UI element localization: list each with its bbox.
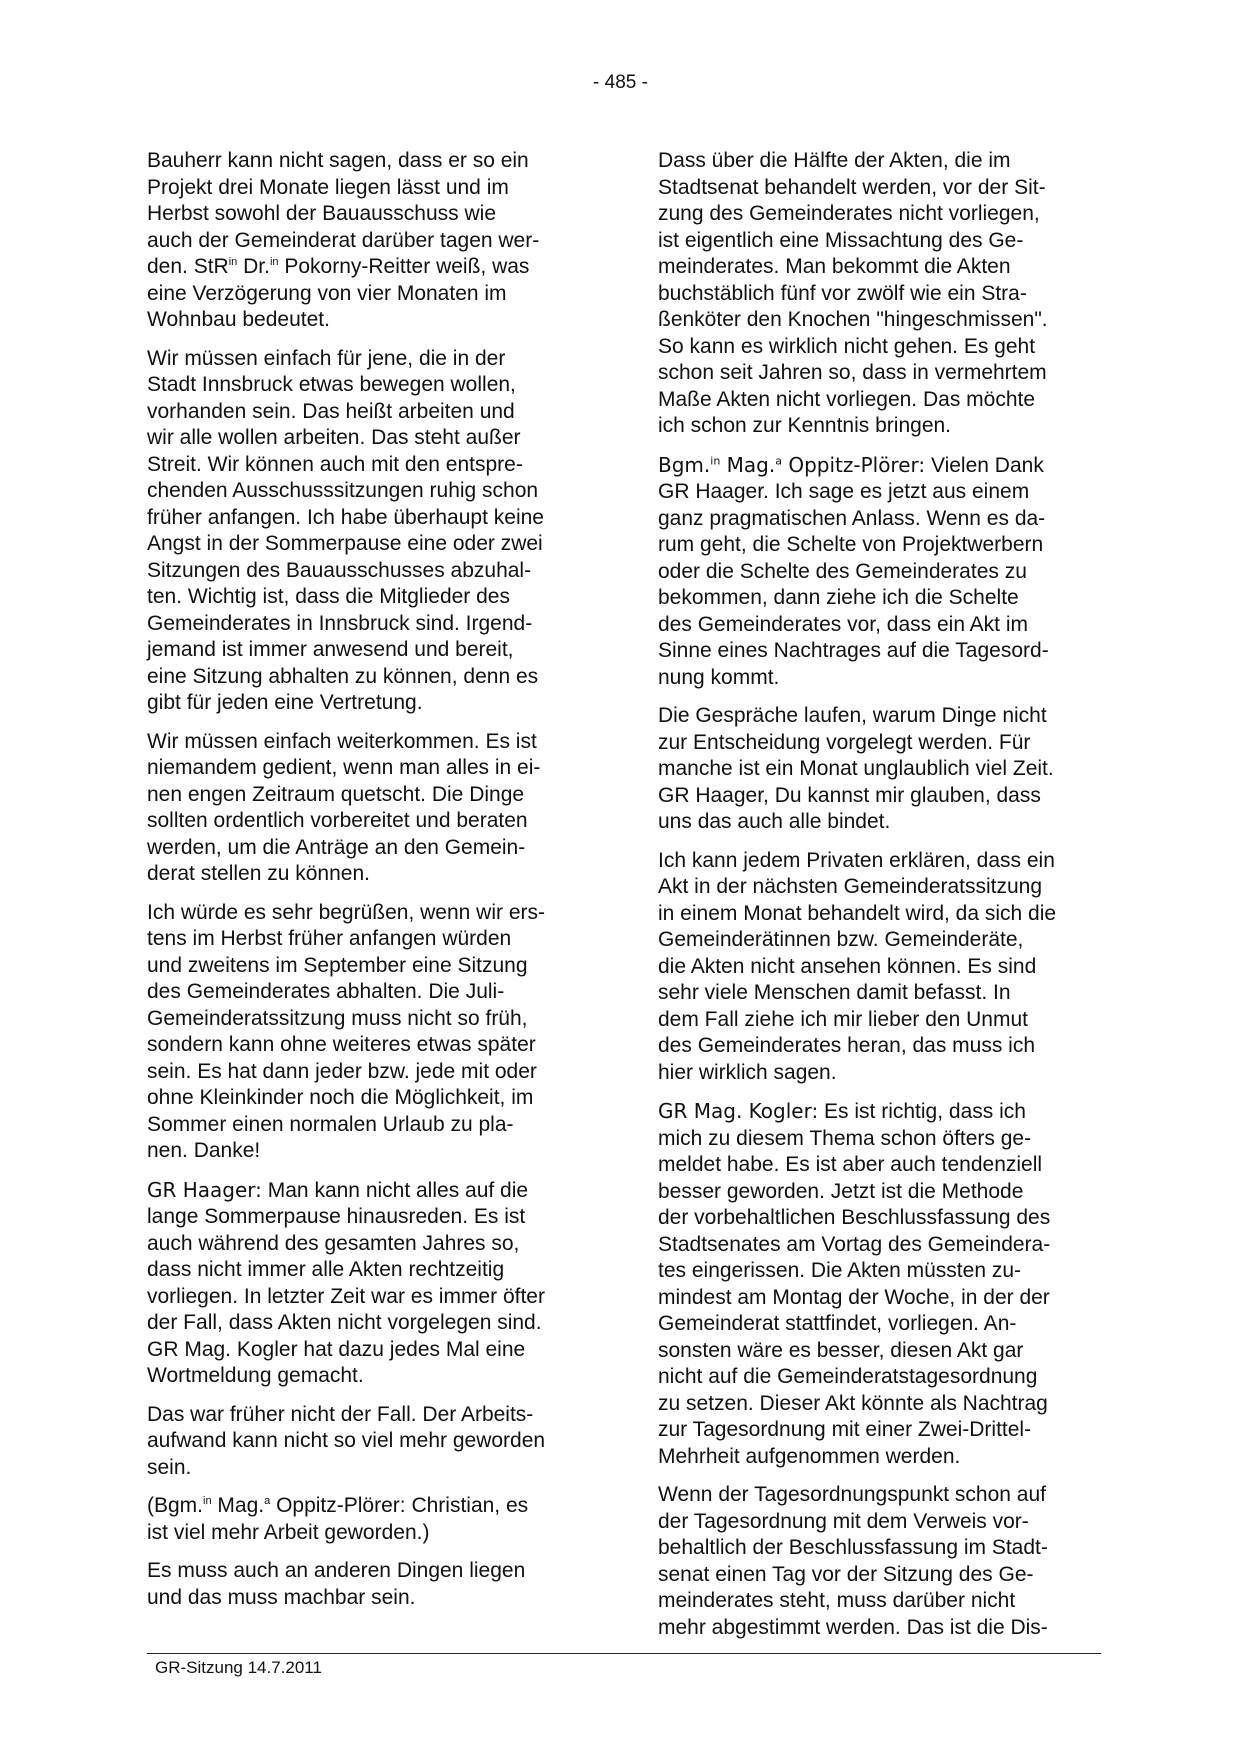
text-line: und das muss machbar sein. xyxy=(147,1585,416,1609)
text-line: Ich würde es sehr begrüßen, wenn wir ers- xyxy=(147,900,546,924)
text-line: sollten ordentlich vorbereitet und beraten xyxy=(147,809,528,832)
footer-divider xyxy=(147,1653,1101,1654)
text-line: eine Verzögerung von vier Monaten im xyxy=(147,281,507,305)
text-line: Akt in der nächsten Gemeinderatssitzung xyxy=(658,875,1043,898)
text-line: nen engen Zeitraum quetscht. Die Dinge xyxy=(147,782,525,806)
text-line: tes eingerissen. Die Akten müssten zu- xyxy=(658,1259,1022,1282)
text-line: rum geht, die Schelte von Projektwerbern xyxy=(658,533,1044,556)
text-line xyxy=(147,1493,588,1520)
text-line: auch der Gemeinderat darüber tagen wer- xyxy=(147,228,540,252)
text-line: Gemeinderat stattfindet, vorliegen. An- xyxy=(658,1312,1017,1335)
text-line: besser geworden. Jetzt ist die Methode xyxy=(658,1179,1024,1203)
text-line: mehr abgestimmt werden. Das ist die Dis- xyxy=(658,1615,1048,1639)
left-column xyxy=(147,148,588,1623)
text-line: meinderates steht, muss darüber nicht xyxy=(658,1589,1016,1612)
text-line: dass nicht immer alle Akten rechtzeitig xyxy=(147,1258,505,1281)
text-line: Wir müssen einfach weiterkommen. Es ist xyxy=(147,729,537,753)
text-line: ten. Wichtig ist, dass die Mitglieder des xyxy=(147,585,510,608)
text-line: Streit. Wir können auch mit den entspre- xyxy=(147,452,523,476)
text-line: zur Tagesordnung mit einer Zwei-Drittel- xyxy=(658,1418,1032,1441)
paragraph xyxy=(658,1098,1101,1470)
paragraph xyxy=(147,346,588,717)
paragraph xyxy=(658,703,1101,836)
text-line: oder die Schelte des Gemeinderates zu xyxy=(658,559,1027,583)
text-line: dem Fall ziehe ich mir lieber den Unmut xyxy=(658,1007,1028,1031)
text-line: ganz pragmatischen Anlass. Wenn es da- xyxy=(658,506,1046,530)
paragraph xyxy=(147,900,588,1165)
text-line: des Gemeinderates vor, dass ein Akt im xyxy=(658,612,1029,636)
speaker-label: GR Haager: xyxy=(147,1177,262,1202)
superscript: a xyxy=(264,1495,271,1507)
text-line: Wohnbau bedeutet. xyxy=(147,308,330,331)
text-line: nen. Danke! xyxy=(147,1139,261,1162)
text-fragment: den. StR xyxy=(147,255,229,278)
text-line: der vorbehaltlichen Beschlussfassung des xyxy=(658,1206,1051,1229)
text-line: Wir müssen einfach für jene, die in der xyxy=(147,346,506,370)
paragraph xyxy=(147,1558,588,1611)
text-line xyxy=(658,1098,1101,1126)
text-line xyxy=(147,254,588,281)
text-line: werden, um die Anträge an den Gemein- xyxy=(147,835,526,859)
paragraph xyxy=(147,148,588,334)
text-line: Herbst sowohl der Bauausschuss wie xyxy=(147,202,497,225)
text-line: nung kommt. xyxy=(658,665,780,689)
text-line: sein. xyxy=(147,1455,192,1479)
text-line: chenden Ausschusssitzungen ruhig schon xyxy=(147,479,539,502)
speaker-label xyxy=(658,453,925,477)
text-line: und zweitens im September eine Sitzung xyxy=(147,953,528,977)
text-line: Mehrheit aufgenommen werden. xyxy=(658,1444,961,1468)
text-line: behaltlich der Beschlussfassung im Stadt- xyxy=(658,1536,1048,1559)
text-line: Das war früher nicht der Fall. Der Arbeits- xyxy=(147,1402,534,1426)
text-fragment: Dr. xyxy=(237,255,270,278)
superscript: in xyxy=(269,256,279,268)
text-line: vorhanden sein. Das heißt arbeiten und xyxy=(147,399,515,423)
text-line: nicht auf die Gemeinderatstagesordnung xyxy=(658,1365,1038,1388)
text-line: hier wirklich sagen. xyxy=(658,1060,837,1084)
text-line: die Akten nicht ansehen können. Es sind xyxy=(658,954,1037,978)
text-fragment: Es ist richtig, dass ich xyxy=(818,1100,1026,1123)
text-fragment: Mag. xyxy=(720,452,776,477)
text-fragment: Man kann nicht alles auf die xyxy=(261,1178,529,1202)
text-line: Wortmeldung gemacht. xyxy=(147,1364,364,1387)
superscript: a xyxy=(775,453,782,467)
text-line: Gemeinderätinnen bzw. Gemeinderäte, xyxy=(658,928,1024,951)
text-line: Dass über die Hälfte der Akten, die im xyxy=(658,149,1011,172)
text-fragment: Vielen Dank xyxy=(925,453,1044,477)
text-line: meinderates. Man bekommt die Akten xyxy=(658,255,1011,278)
paragraph xyxy=(658,1482,1101,1641)
footer-text: GR-Sitzung 14.7.2011 xyxy=(155,1658,322,1677)
text-line: Maße Akten nicht vorliegen. Das möchte xyxy=(658,387,1036,411)
text-line: niemandem gedient, wenn man alles in ei- xyxy=(147,756,541,779)
text-line: Ich kann jedem Privaten erklären, dass ein xyxy=(658,848,1055,872)
page-number: - 485 - xyxy=(593,72,648,93)
text-line: sondern kann ohne weiteres etwas später xyxy=(147,1033,536,1056)
text-line: jemand ist immer anwesend und bereit, xyxy=(147,638,514,661)
text-line: derat stellen zu können. xyxy=(147,862,370,885)
text-line: sehr viele Menschen damit befasst. In xyxy=(658,981,1011,1004)
text-fragment: Bgm. xyxy=(658,452,711,477)
text-line: ist viel mehr Arbeit geworden.) xyxy=(147,1520,430,1544)
text-line: zur Entscheidung vorgelegt werden. Für xyxy=(658,730,1031,754)
text-line: GR Mag. Kogler hat dazu jedes Mal eine xyxy=(147,1337,526,1361)
text-line: Sommer einen normalen Urlaub zu pla- xyxy=(147,1112,514,1136)
text-line: GR Haager. Ich sage es jetzt aus einem xyxy=(658,480,1030,503)
text-line: in einem Monat behandelt wird, da sich die xyxy=(658,901,1057,925)
text-line: buchstäblich fünf vor zwölf wie ein Stra- xyxy=(658,281,1027,305)
paragraph xyxy=(147,729,588,888)
text-fragment: Oppitz-Plörer: xyxy=(781,452,926,477)
text-fragment: (Bgm. xyxy=(147,1494,204,1517)
paragraph xyxy=(147,1402,588,1482)
text-line: der Fall, dass Akten nicht vorgelegen sind. xyxy=(147,1311,542,1334)
text-line: mindest am Montag der Woche, in der der xyxy=(658,1285,1050,1309)
text-line: gibt für jeden eine Vertretung. xyxy=(147,691,423,714)
text-line: Stadtsenat behandelt werden, vor der Sit- xyxy=(658,175,1046,199)
text-line: vorliegen. In letzter Zeit war es immer öfter xyxy=(147,1284,545,1308)
text-line: GR Haager, Du kannst mir glauben, dass xyxy=(658,783,1041,807)
text-line: der Tagesordnung mit dem Verweis vor- xyxy=(658,1509,1029,1533)
text-line: So kann es wirklich nicht gehen. Es geht xyxy=(658,334,1036,358)
text-line: bekommen, dann ziehe ich die Schelte xyxy=(658,586,1019,609)
text-line xyxy=(658,452,1101,480)
text-line: tens im Herbst früher anfangen würden xyxy=(147,927,512,950)
text-line: Gemeinderatssitzung muss nicht so früh, xyxy=(147,1006,528,1030)
text-line: Stadt Innsbruck etwas bewegen wollen, xyxy=(147,373,516,396)
text-line: Bauherr kann nicht sagen, dass er so ein xyxy=(147,149,529,172)
text-line: des Gemeinderates abhalten. Die Juli- xyxy=(147,980,505,1003)
paragraph xyxy=(658,848,1101,1087)
superscript: in xyxy=(710,453,721,467)
text-line: Sitzungen des Bauausschusses abzuhal- xyxy=(147,558,532,582)
superscript: in xyxy=(228,256,238,268)
text-line: uns das auch alle bindet. xyxy=(658,810,891,833)
text-line: Es muss auch an anderen Dingen liegen xyxy=(147,1559,526,1582)
text-line: Die Gespräche laufen, warum Dinge nicht xyxy=(658,704,1047,727)
text-line: ßenköter den Knochen "hingeschmissen". xyxy=(658,308,1048,331)
superscript: in xyxy=(203,1495,212,1507)
paragraph xyxy=(147,1493,588,1546)
text-line: sonsten wäre es besser, diesen Akt gar xyxy=(658,1338,1024,1362)
text-line: mich zu diesem Thema schon öfters ge- xyxy=(658,1126,1032,1150)
text-line: Gemeinderates in Innsbruck sind. Irgend- xyxy=(147,611,533,635)
text-line: ich schon zur Kenntnis bringen. xyxy=(658,414,952,437)
right-column xyxy=(658,148,1101,1653)
text-line: Projekt drei Monate liegen lässt und im xyxy=(147,175,509,199)
text-fragment: Oppitz-Plörer: Christian, es xyxy=(270,1494,529,1517)
text-line: ohne Kleinkinder noch die Möglichkeit, im xyxy=(147,1086,534,1109)
text-line: lange Sommerpause hinausreden. Es ist xyxy=(147,1205,526,1228)
text-line: ist eigentlich eine Missachtung des Ge- xyxy=(658,228,1024,252)
text-line: meldet habe. Es ist aber auch tendenziell xyxy=(658,1153,1043,1176)
text-fragment: Mag. xyxy=(211,1494,265,1517)
text-line: zu setzen. Dieser Akt könnte als Nachtrag xyxy=(658,1391,1048,1415)
text-line xyxy=(147,1177,588,1205)
text-line: zung des Gemeinderates nicht vorliegen, xyxy=(658,202,1040,225)
text-line: sein. Es hat dann jeder bzw. jede mit oder xyxy=(147,1059,537,1083)
paragraph xyxy=(658,148,1101,440)
text-line: Wenn der Tagesordnungspunkt schon auf xyxy=(658,1483,1046,1506)
speaker-label: GR Mag. Kogler: xyxy=(658,1099,819,1123)
text-line: des Gemeinderates heran, das muss ich xyxy=(658,1034,1036,1057)
text-line: auch während des gesamten Jahres so, xyxy=(147,1231,520,1255)
text-line: eine Sitzung abhalten zu können, denn es xyxy=(147,664,539,688)
text-line: senat einen Tag vor der Sitzung des Ge- xyxy=(658,1562,1034,1586)
text-line: Angst in der Sommerpause eine oder zwei xyxy=(147,532,543,555)
text-line: manche ist ein Monat unglaublich viel Zeit. xyxy=(658,757,1054,780)
text-fragment: Pokorny-Reitter weiß, was xyxy=(278,255,530,278)
text-line: Sinne eines Nachtrages auf die Tagesord- xyxy=(658,639,1049,662)
text-line: früher anfangen. Ich habe überhaupt keine xyxy=(147,505,544,529)
text-line: Stadtsenates am Vortag des Gemeindera- xyxy=(658,1232,1051,1256)
paragraph xyxy=(658,452,1101,692)
text-line: schon seit Jahren so, dass in vermehrtem xyxy=(658,361,1047,384)
text-line: aufwand kann nicht so viel mehr geworden xyxy=(147,1429,546,1452)
paragraph xyxy=(147,1177,588,1390)
text-line: wir alle wollen arbeiten. Das steht außer xyxy=(147,426,521,449)
